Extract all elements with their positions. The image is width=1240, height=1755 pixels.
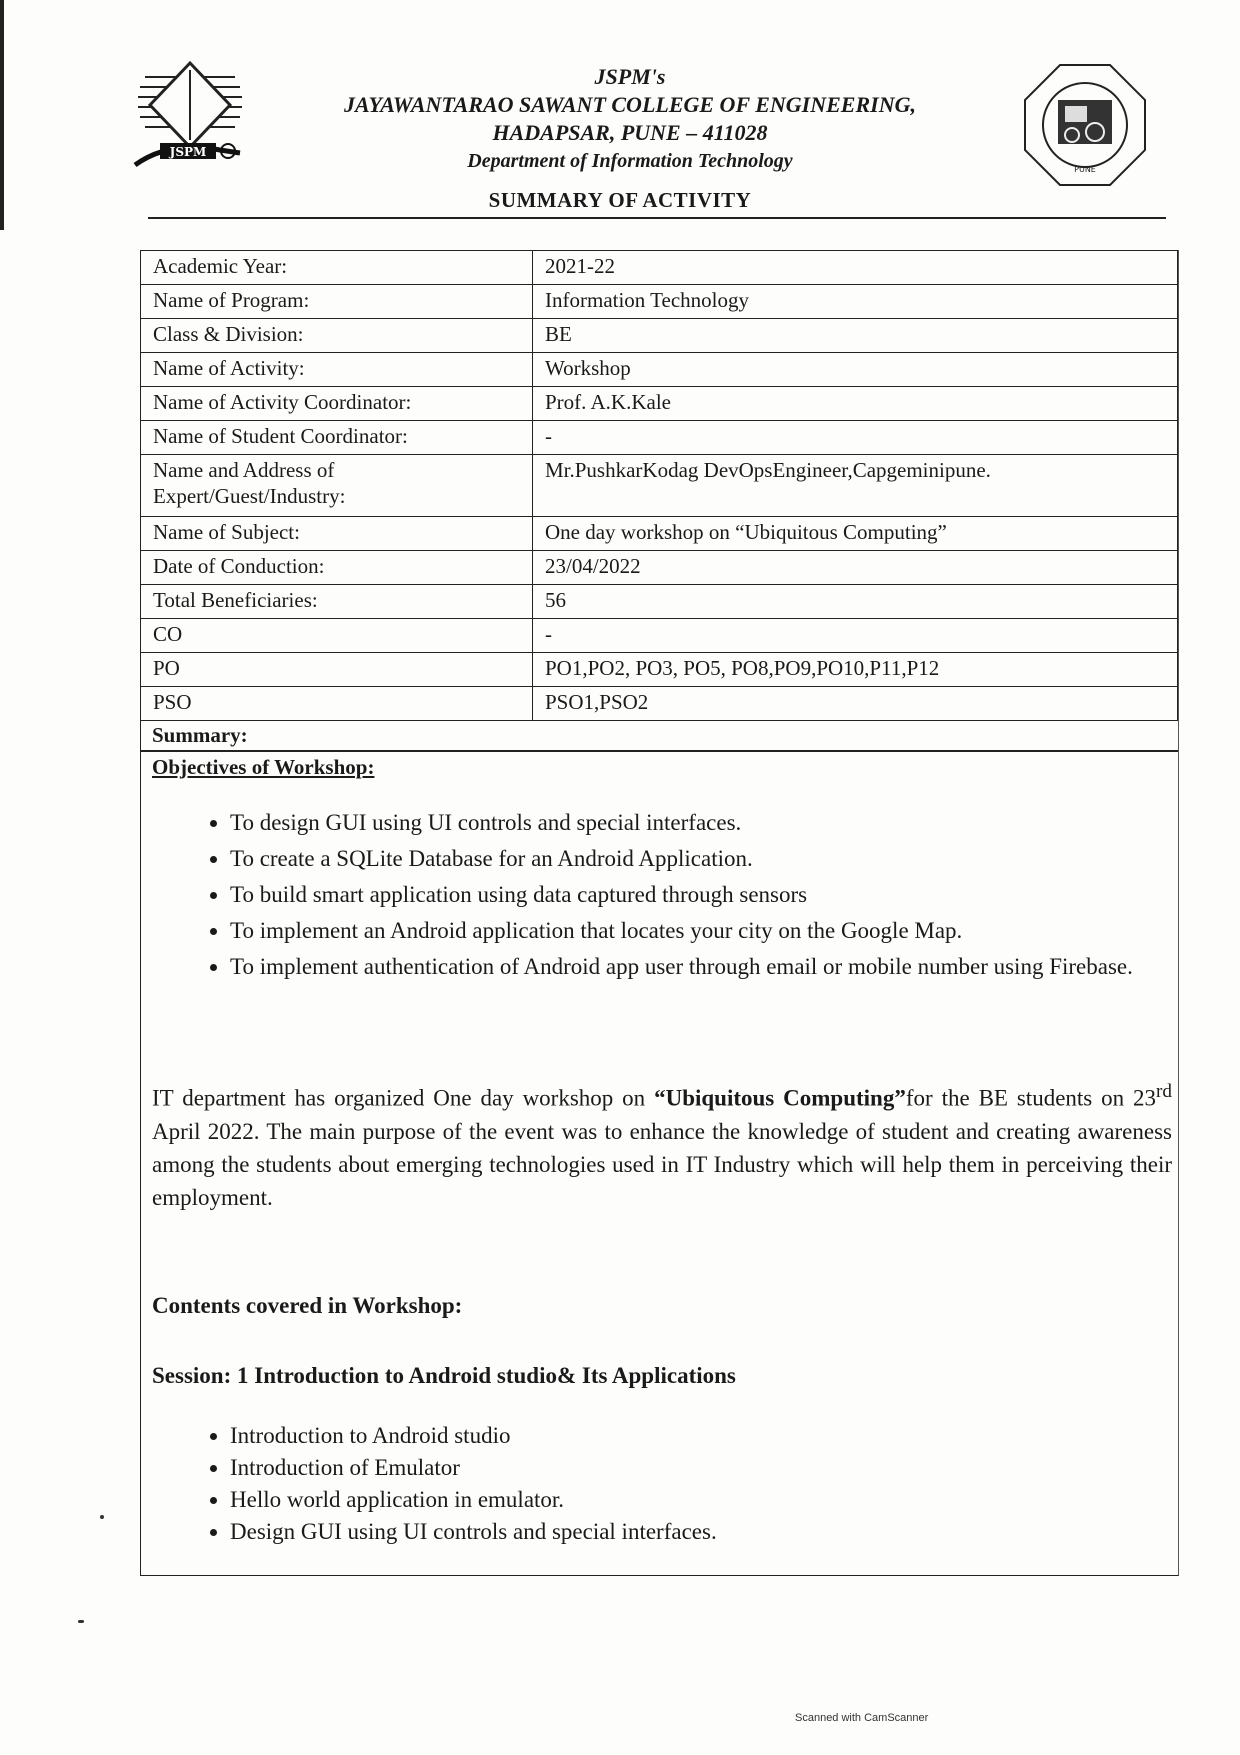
objectives-heading: Objectives of Workshop: [152,755,375,779]
list-item: • Hello world application in emulator. [230,1484,1210,1516]
org-name: JSPM's [594,64,666,89]
table-row: Name and Address of Expert/Guest/Industry: Mr.PushkarKodag DevOpsEngineer,Capgeminipune. [141,455,1178,517]
table-row: Name of Activity Coordinator: Prof. A.K.Kale [141,387,1178,421]
department-name: Department of Information Technology [467,150,793,172]
scan-speck [100,1515,104,1519]
svg-text:JSPM: JSPM [169,145,207,159]
list-item: • Introduction to Android studio [230,1420,1210,1452]
summary-label: Summary: [152,723,248,747]
table-row: Name of Program: Information Technology [141,285,1178,319]
workshop-title: “Ubiquitous Computing” [654,1085,906,1111]
list-item: • Design GUI using UI controls and special interfaces. [230,1516,1210,1548]
session-items [190,1420,1210,1548]
svg-text:PUNE: PUNE [1074,165,1096,174]
jspm-logo [130,55,250,175]
contents-heading: Contents covered in Workshop: [152,1293,463,1318]
activity-info-table [140,250,1178,721]
title-rule [148,217,1166,219]
table-row: Name of Activity: Workshop [141,353,1178,387]
table-row: Name of Student Coordinator: - [141,421,1178,455]
college-emblem [1020,60,1150,190]
table-row: Academic Year: 2021-22 [141,251,1178,285]
list-item: • To design GUI using UI controls and special interfaces. [230,805,1210,841]
document-title: SUMMARY OF ACTIVITY [488,188,752,212]
table-row: Total Beneficiaries: 56 [141,585,1178,619]
table-row: Name of Subject: One day workshop on “Ubiquitous Computing” [141,517,1178,551]
list-item: • To build smart application using data captured through sensors [230,877,1210,913]
college-address: HADAPSAR, PUNE – 411028 [492,120,768,145]
summary-paragraph: IT department has organized One day workshop on “Ubiquitous Computing”for the BE students on 23rd April 2022. The main purpose of the event was to enhance the knowledge of student and creating awareness among the students about emerging technologies used in IT Industry which will help them in perceiving their employment. [152,1081,1173,1210]
table-row: Date of Conduction: 23/04/2022 [141,551,1178,585]
objectives-list [190,805,1210,985]
college-name: JAYAWANTARAO SAWANT COLLEGE OF ENGINEERING, [344,92,916,117]
scan-speck [78,1620,84,1623]
table-row: Class & Division: BE [141,319,1178,353]
table-row: CO - [141,619,1178,653]
list-item: • Introduction of Emulator [230,1452,1210,1484]
list-item: • To create a SQLite Database for an Android Application. [230,841,1210,877]
letterhead-text [260,63,1000,175]
summary-divider [140,750,1178,752]
session-heading: Session: 1 Introduction to Android studio& Its Applications [152,1363,736,1388]
list-item: • To implement authentication of Android app user through email or mobile number using Firebase. [230,949,1210,985]
list-item: • To implement an Android application that locates your city on the Google Map. [230,913,1210,949]
table-row: PO PO1,PO2, PO3, PO5, PO8,PO9,PO10,P11,P12 [141,653,1178,687]
table-row: PSO PSO1,PSO2 [141,687,1178,721]
scanner-watermark: Scanned with CamScanner [795,1712,929,1724]
